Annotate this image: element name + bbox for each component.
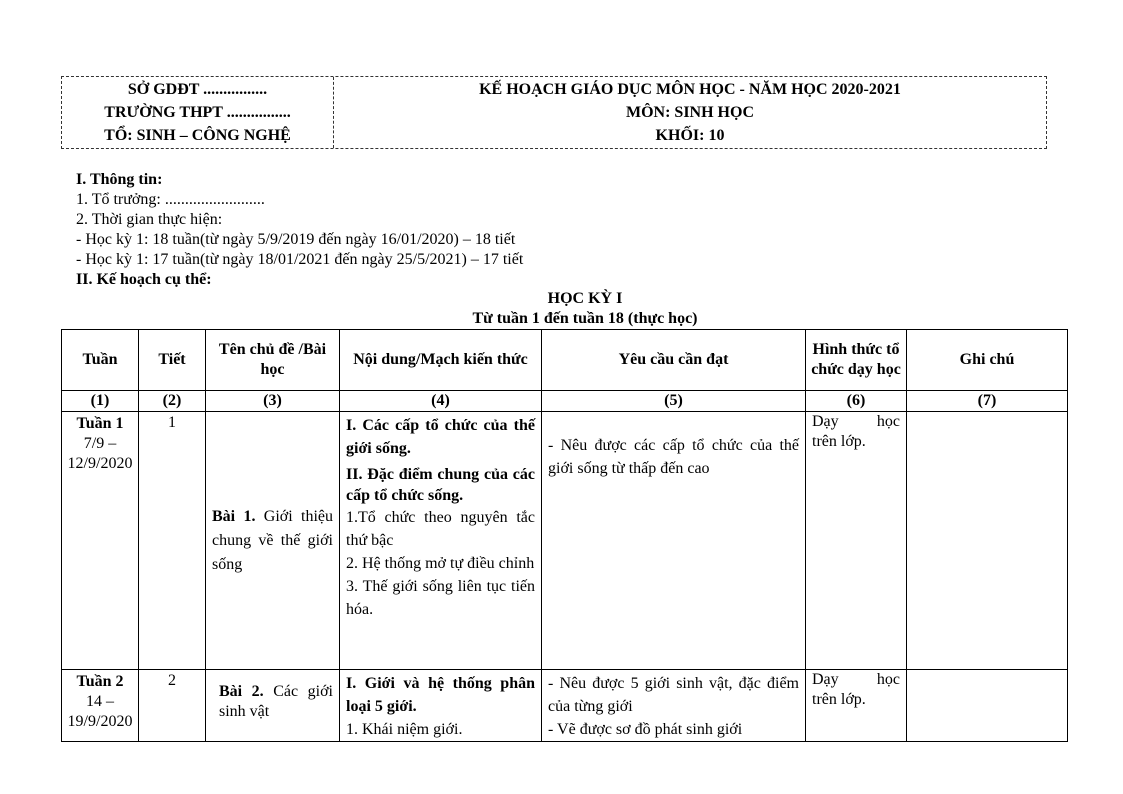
column-header: Ghi chú: [907, 330, 1068, 391]
week-date: 14 –: [86, 693, 114, 710]
requirement-cell: - Nêu được các cấp tổ chức của thế giới sống từ thấp đến cao: [542, 412, 806, 670]
teaching-form-cell: [806, 412, 907, 670]
info-line: 1. Tổ trưởng: .........................: [76, 191, 265, 208]
header-school-info: [62, 77, 334, 148]
note-cell: [907, 412, 1068, 670]
requirement-item: - Nêu được 5 giới sinh vật, đặc điểm của từng giới: [548, 675, 799, 715]
column-header: Tiết: [139, 330, 206, 391]
plan-heading: II. Kế hoạch cụ thể:: [76, 271, 212, 288]
column-number: (6): [806, 391, 907, 412]
semester-subtitle: Từ tuần 1 đến tuần 18 (thực học): [472, 310, 698, 327]
period-cell: 2: [139, 670, 206, 742]
column-number: (7): [907, 391, 1068, 412]
content-heading: II. Đặc điểm chung của các cấp tổ chức sống.: [346, 466, 535, 504]
plan-table: [61, 329, 1068, 742]
week-label: Tuần 2: [76, 673, 124, 690]
teaching-form-word: học: [876, 671, 900, 688]
table-row: [62, 412, 1068, 670]
note-cell: [907, 670, 1068, 742]
header-group: TỔ: SINH – CÔNG NGHỆ: [104, 127, 291, 144]
table-row: [62, 670, 1068, 742]
period-cell: 1: [139, 412, 206, 670]
week-cell: [62, 670, 139, 742]
column-number: (1): [62, 391, 139, 412]
teaching-form-cell: [806, 670, 907, 742]
column-number: (4): [340, 391, 542, 412]
content-item: 1.Tổ chức theo nguyên tắc thứ bậc: [346, 509, 535, 549]
requirement-item: - Vẽ được sơ đồ phát sinh giới: [548, 721, 743, 738]
column-header: Hình thức tổ chức dạy học: [806, 330, 907, 391]
header-school: TRƯỜNG THPT ................: [104, 104, 291, 121]
requirement-cell: [542, 670, 806, 742]
lesson-number: Bài 1.: [212, 507, 256, 525]
week-label: Tuần 1: [76, 415, 124, 432]
teaching-form-word: học: [876, 413, 900, 430]
teaching-form-word: Dạy: [812, 413, 839, 430]
lesson-cell: [206, 412, 340, 670]
info-line: - Học kỳ 1: 17 tuần(từ ngày 18/01/2021 đến ngày 25/5/2021) – 17 tiết: [76, 251, 524, 268]
header-plan-title: KẾ HOẠCH GIÁO DỤC MÔN HỌC - NĂM HỌC 2020-2021: [479, 81, 901, 98]
column-header: Nội dung/Mạch kiến thức: [340, 330, 542, 391]
info-line: - Học kỳ 1: 18 tuần(từ ngày 5/9/2019 đến ngày 16/01/2020) – 18 tiết: [76, 231, 516, 248]
teaching-form-word: trên lớp.: [812, 691, 866, 708]
week-date: 7/9 –: [83, 435, 117, 452]
column-header: Yêu cầu cần đạt: [542, 330, 806, 391]
content-cell: [340, 412, 542, 670]
header-department: SỞ GDĐT ................: [127, 81, 268, 98]
week-date: 19/9/2020: [67, 713, 133, 730]
document-header: [61, 76, 1047, 149]
header-plan-info: [334, 77, 1046, 148]
teaching-form-word: trên lớp.: [812, 433, 866, 450]
header-subject: MÔN: SINH HỌC: [626, 104, 754, 121]
column-number-row: [62, 391, 1068, 412]
header-grade: KHỐI: 10: [655, 127, 725, 144]
column-number: (5): [542, 391, 806, 412]
content-cell: [340, 670, 542, 742]
lesson-title: Các giới sinh vật: [219, 683, 333, 720]
info-heading: I. Thông tin:: [76, 171, 163, 188]
week-cell: [62, 412, 139, 670]
week-date: 12/9/2020: [67, 455, 133, 472]
content-heading: I. Giới và hệ thống phân loại 5 giới.: [346, 675, 535, 715]
content-item: 2. Hệ thống mở tự điều chỉnh: [346, 555, 535, 572]
semester-title: HỌC KỲ I: [547, 290, 623, 307]
content-item: 1. Khái niệm giới.: [346, 721, 463, 738]
table-header-row: [62, 330, 1068, 391]
column-header: Tuần: [62, 330, 139, 391]
content-heading: I. Các cấp tổ chức của thế giới sống.: [346, 417, 535, 457]
column-number: (2): [139, 391, 206, 412]
lesson-title: Giới thiệu chung về thế giới sống: [212, 507, 333, 573]
content-item: 3. Thế giới sống liên tục tiến hóa.: [346, 578, 535, 618]
column-number: (3): [206, 391, 340, 412]
info-line: 2. Thời gian thực hiện:: [76, 211, 223, 228]
lesson-number: Bài 2.: [219, 683, 264, 700]
info-section: [76, 170, 1076, 290]
column-header: Tên chủ đề /Bài học: [206, 330, 340, 391]
lesson-cell: [206, 670, 340, 742]
teaching-form-word: Dạy: [812, 671, 839, 688]
